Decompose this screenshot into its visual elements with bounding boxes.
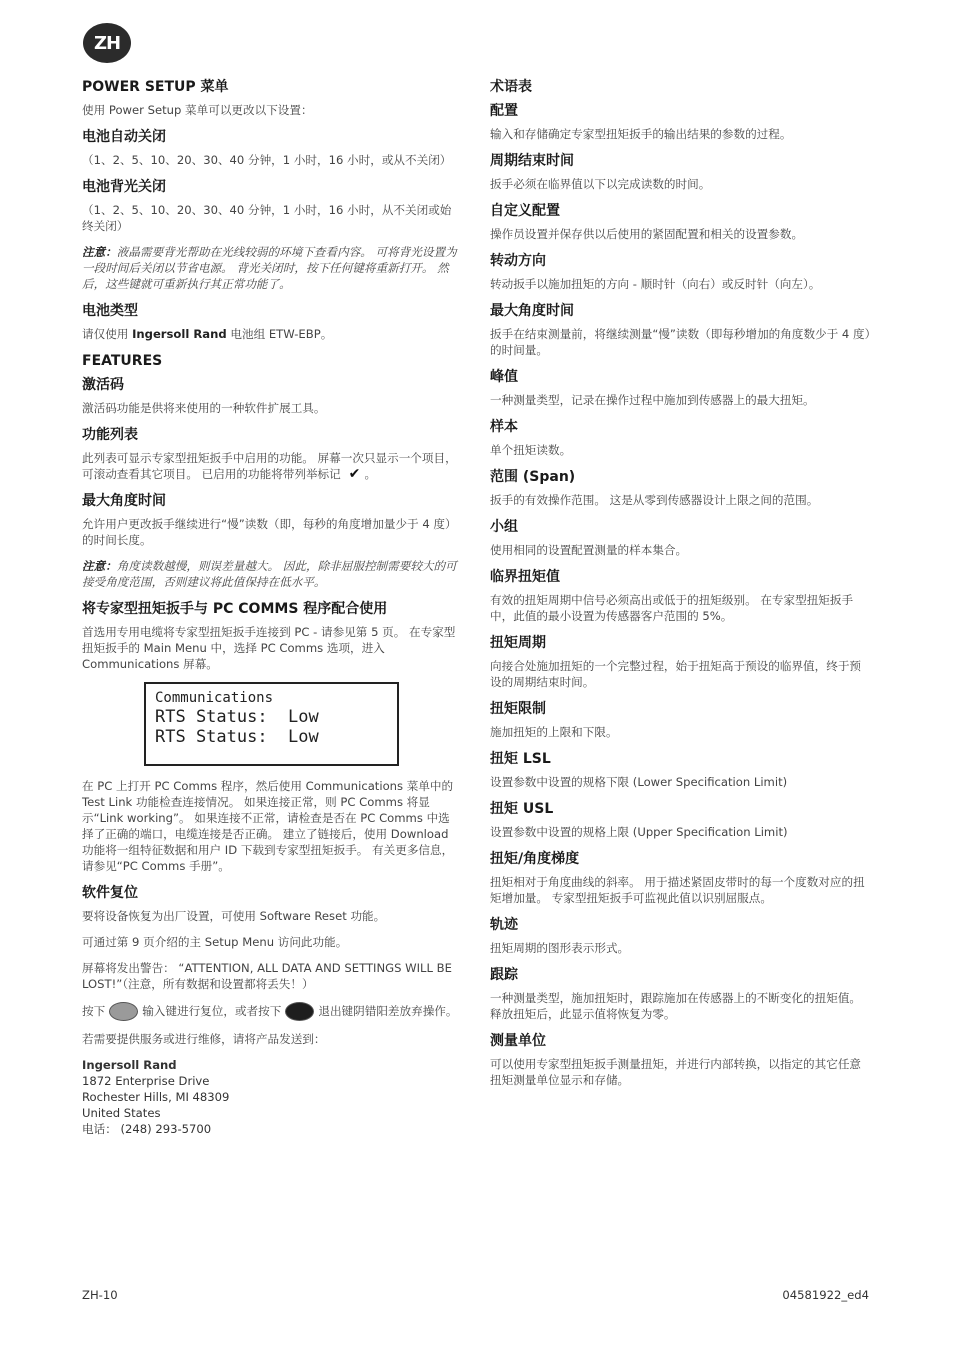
power-setup-title: POWER SETUP 菜单 xyxy=(82,79,229,95)
glossary-term: 扭矩 LSL xyxy=(490,751,551,767)
feature-list-title: 功能列表 xyxy=(82,427,138,443)
glossary-definition: 输入和存储确定专家型扭矩扳手的输出结果的参数的过程。 xyxy=(490,127,792,141)
glossary-definition: 施加扭矩的上限和下限。 xyxy=(490,725,618,739)
glossary-definition: 扳手的有效操作范围。 这是从零到传感器设计上限之间的范围。 xyxy=(490,493,819,507)
glossary-definition: 一种测量类型，记录在操作过程中施加到传感器上的最大扭矩。 xyxy=(490,393,815,407)
document-id: 04581922_ed4 xyxy=(782,1288,869,1302)
lcd-row: RTS Status: Low xyxy=(155,707,319,727)
pc-comms-text-2: 在 PC 上打开 PC Comms 程序，然后使用 Communications 菜单中的 Test Link 功能检查连接情况。 如果连接正常，则 PC Comms 将显示“Link working”。 如果连接不正常，请检查是否在 PC Comms 中选择了正确的端口，电缆连接是否正确。 建立了链接后，使用 Download 功能将一组特征数据和用户 ID 下载到专家型扭矩扳手。 有关更多信息，请参见“PC Comms 手册”。 xyxy=(82,779,454,873)
glossary-term: 轨迹 xyxy=(490,917,518,933)
feature-list-end: 。 xyxy=(364,467,377,481)
battery-auto-off-text: （1、2、5、10、20、30、40 分钟，1 小时，16 小时，或从不关闭） xyxy=(82,153,452,167)
glossary-definition: 转动扳手以施加扭矩的方向 - 顺时针（向右）或反时针（向左）。 xyxy=(490,277,821,291)
address-block xyxy=(82,1057,460,1137)
power-setup-text: 使用 Power Setup 菜单可以更改以下设置： xyxy=(82,103,313,117)
enter-key-icon xyxy=(109,1002,138,1021)
battery-type-post: 电池组 ETW-EBP。 xyxy=(230,327,333,341)
language-badge: ZH xyxy=(83,23,131,63)
address-line: Rochester Hills, MI 48309 xyxy=(82,1090,230,1104)
note-label: 注意： xyxy=(82,559,117,573)
lcd-screen xyxy=(144,682,399,766)
glossary-term: 范围 (Span) xyxy=(490,469,576,485)
reset-press-text: 按下 xyxy=(82,1004,106,1018)
glossary-definition: 扭矩周期的图形表示形式。 xyxy=(490,941,630,955)
glossary-definition: 设置参数中设置的规格上限 (Upper Specification Limit) xyxy=(490,825,788,839)
glossary-term: 测量单位 xyxy=(490,1033,546,1049)
features-title: FEATURES xyxy=(82,353,163,369)
glossary-definition: 有效的扭矩周期中信号必须高出或低于的扭矩级别。 在专家型扭矩扳手中，此值的最小设置为传感器客户范围的 5%。 xyxy=(490,593,854,623)
lcd-title: Communications xyxy=(155,690,274,706)
glossary-term: 临界扭矩值 xyxy=(490,569,560,585)
glossary-definition: 可以使用专家型扭矩扳手测量扭矩，并进行内部转换，以指定的其它任意扭矩测量单位显示和存储。 xyxy=(490,1057,862,1087)
glossary-definition: 扭矩相对于角度曲线的斜率。 用于描述紧固皮带时的每一个度数对应的扭矩增加量。 专家型扭矩扳手可监视此值以识别屈服点。 xyxy=(490,875,865,905)
escape-key-icon xyxy=(285,1002,314,1021)
glossary-term: 周期结束时间 xyxy=(490,153,574,169)
reset-text-1: 要将设备恢复为出厂设置，可使用 Software Reset 功能。 xyxy=(82,909,386,923)
note-label: 注意： xyxy=(82,245,117,259)
reset-enter-text: 输入键进行复位，或者按下 xyxy=(142,1004,282,1018)
glossary-term: 扭矩周期 xyxy=(490,635,546,651)
glossary-definition: 扳手必须在临界值以下以完成读数的时间。 xyxy=(490,177,711,191)
backlight-note xyxy=(82,244,460,292)
glossary-definition: 使用相同的设置配置测量的样本集合。 xyxy=(490,543,688,557)
note-text: 液晶需要背光帮助在光线较弱的环境下查看内容。 可将背光设置为一段时间后关闭以节省电源。 背光关闭时，按下任何键将重新打开。 然后，这些键就可重新执行其正常功能了。 xyxy=(82,245,457,291)
glossary-term: 自定义配置 xyxy=(490,203,560,219)
address-company: Ingersoll Rand xyxy=(82,1058,177,1072)
max-angle-title: 最大角度时间 xyxy=(82,493,166,509)
address-phone: 电话： (248) 293-5700 xyxy=(82,1122,212,1136)
glossary-term: 最大角度时间 xyxy=(490,303,574,319)
backlight-off-text: （1、2、5、10、20、30、40 分钟，1 小时，16 小时，从不关闭或始终关闭） xyxy=(82,203,452,233)
glossary-title: 术语表 xyxy=(490,79,532,95)
glossary-term: 扭矩 USL xyxy=(490,801,554,817)
lcd-row: RTS Status: Low xyxy=(155,727,319,747)
battery-type-title: 电池类型 xyxy=(82,303,138,319)
max-angle-text: 允许用户更改扳手继续进行“慢”读数（即，每秒的角度增加量少于 4 度）的时间长度。 xyxy=(82,517,457,547)
activation-title: 激活码 xyxy=(82,377,124,393)
reset-escape-text: 退出键阴错阳差放弃操作。 xyxy=(318,1004,458,1018)
glossary-definition: 一种测量类型，施加扭矩时，跟踪施加在传感器上的不断变化的扭矩值。 释放扭矩后，此显示值将恢复为零。 xyxy=(490,991,862,1021)
brand-name: Ingersoll Rand xyxy=(132,327,227,341)
activation-text: 激活码功能是供将来使用的一种软件扩展工具。 xyxy=(82,401,326,415)
left-column xyxy=(82,78,460,1137)
address-line: United States xyxy=(82,1106,161,1120)
glossary-definition: 向接合处施加扭矩的一个完整过程，始于扭矩高于预设的临界值，终于预设的周期结束时间。 xyxy=(490,659,862,689)
glossary-definition: 单个扭矩读数。 xyxy=(490,443,572,457)
address-line: 1872 Enterprise Drive xyxy=(82,1074,210,1088)
glossary-definition: 操作员设置并保存供以后使用的紧固配置和相关的设置参数。 xyxy=(490,227,804,241)
glossary-term: 小组 xyxy=(490,519,518,535)
battery-auto-off-title: 电池自动关闭 xyxy=(82,129,166,145)
reset-text-2: 可通过第 9 页介绍的主 Setup Menu 访问此功能。 xyxy=(82,935,348,949)
software-reset-title: 软件复位 xyxy=(82,885,138,901)
glossary-term: 样本 xyxy=(490,419,518,435)
service-text: 若需要提供服务或进行维修，请将产品发送到： xyxy=(82,1032,326,1046)
pc-comms-text: 首选用专用电缆将专家型扭矩扳手连接到 PC - 请参见第 5 页。 在专家型扭矩扳手的 Main Menu 中，选择 PC Comms 选项，进入 Communications 屏幕。 xyxy=(82,625,456,671)
angle-note xyxy=(82,558,460,590)
reset-text-4 xyxy=(82,1002,460,1021)
glossary-term: 转动方向 xyxy=(490,253,546,269)
feature-list-body: 此列表可显示专家型扭矩扳手中启用的功能。 屏幕一次只显示一个项目，可滚动查看其它项目。 已启用的功能将带列举标记 xyxy=(82,451,457,481)
glossary-term: 扭矩限制 xyxy=(490,701,546,717)
glossary-term: 扭矩/角度梯度 xyxy=(490,851,580,867)
checkmark-icon: ✔ xyxy=(348,466,361,482)
glossary-definition: 设置参数中设置的规格下限 (Lower Specification Limit) xyxy=(490,775,788,789)
reset-text-3: 屏幕将发出警告： “ATTENTION, ALL DATA AND SETTINGS WILL BE LOST!”（注意，所有数据和设置都将丢失！） xyxy=(82,961,452,991)
glossary-definition: 扳手在结束测量前，将继续测量“慢”读数（即每秒增加的角度数少于 4 度）的时间量。 xyxy=(490,327,871,357)
glossary-term: 配置 xyxy=(490,103,518,119)
battery-type-pre: 请仅使用 xyxy=(82,327,129,341)
battery-type-text xyxy=(82,326,460,342)
backlight-off-title: 电池背光关闭 xyxy=(82,179,166,195)
page-number: ZH-10 xyxy=(82,1288,118,1302)
right-column xyxy=(490,78,872,1098)
glossary-term: 峰值 xyxy=(490,369,518,385)
feature-list-text xyxy=(82,450,460,482)
note-text: 角度读数越慢，则误差量越大。 因此，除非屈服控制需要较大的可接受角度范围，否则建议将此值保持在低水平。 xyxy=(82,559,457,589)
glossary-term: 跟踪 xyxy=(490,967,518,983)
glossary-list xyxy=(490,102,872,1088)
pc-comms-title: 将专家型扭矩扳手与 PC COMMS 程序配合使用 xyxy=(82,601,388,617)
